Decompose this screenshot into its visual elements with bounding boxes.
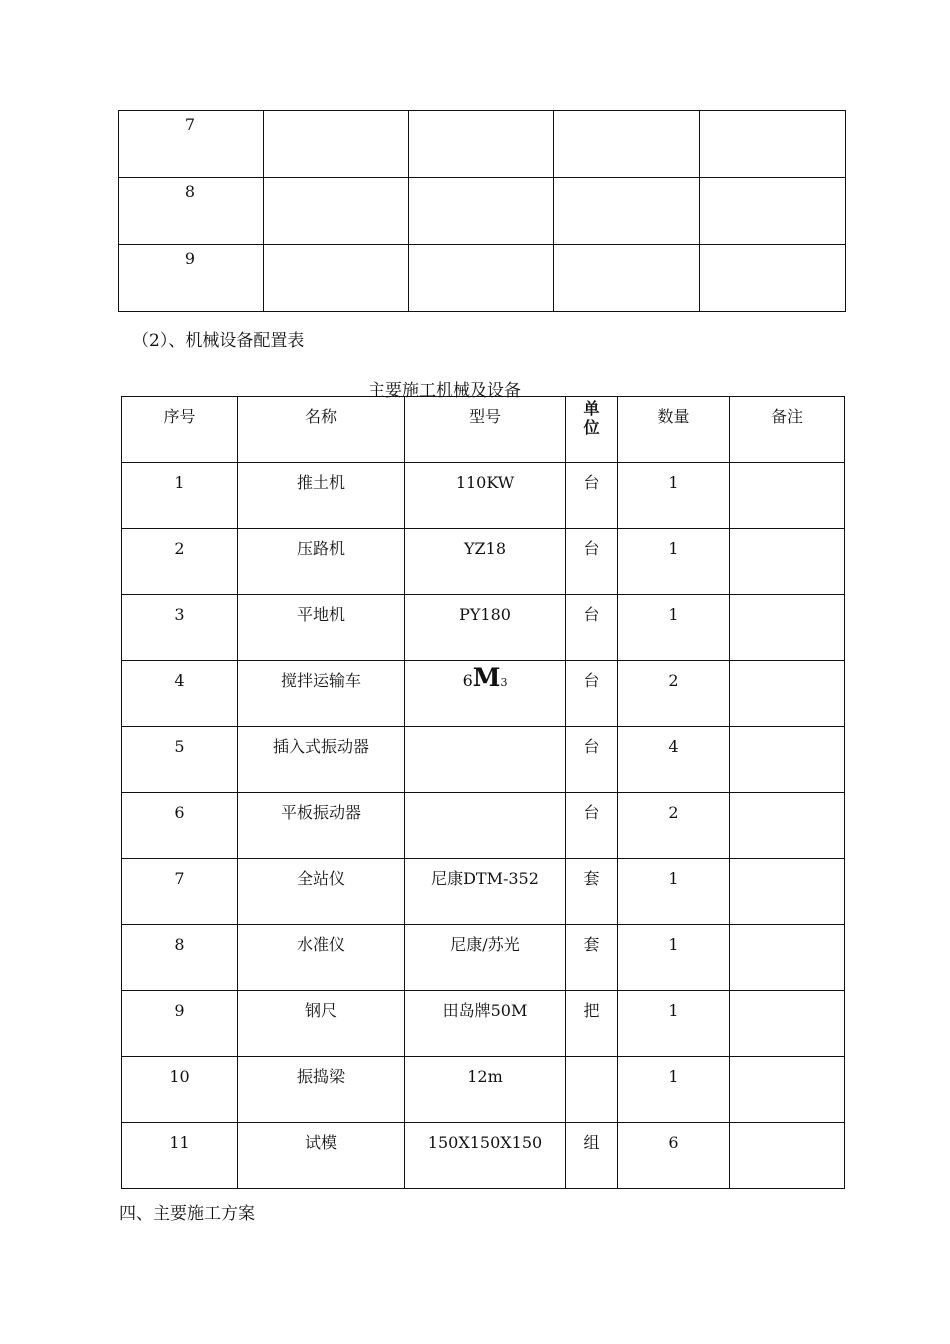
table-cell [238, 793, 405, 859]
table-cell [405, 1123, 566, 1189]
equipment-remark [730, 991, 844, 1001]
equipment-qty: 2 [668, 671, 679, 690]
equipment-name: 水准仪 [296, 935, 345, 954]
table-cell [618, 859, 730, 925]
table-cell [405, 991, 566, 1057]
table-cell [700, 245, 846, 312]
table-cell [119, 111, 264, 178]
table-cell [730, 661, 845, 727]
equipment-model: PY180 [459, 605, 511, 624]
table-cell [409, 245, 554, 312]
equipment-model: YZ18 [463, 539, 507, 558]
table-row [122, 1057, 845, 1123]
row-number: 9 [174, 1001, 185, 1020]
table-cell [618, 727, 730, 793]
row-number: 11 [169, 1133, 190, 1152]
table-cell [566, 1057, 618, 1123]
section-heading: 四、主要施工方案 [119, 1204, 255, 1224]
table-cell [554, 178, 700, 245]
equipment-name: 压路机 [296, 539, 345, 558]
table-cell [566, 1123, 618, 1189]
table-cell [566, 595, 618, 661]
table-cell [405, 661, 566, 727]
table-cell [119, 245, 264, 312]
row-number: 10 [169, 1067, 190, 1086]
table-cell [554, 245, 700, 312]
equipment-table [121, 396, 845, 1189]
row-number: 5 [174, 737, 185, 756]
table-cell [618, 1057, 730, 1123]
table-cell [122, 1057, 238, 1123]
table-cell [730, 1057, 845, 1123]
table-cell [566, 859, 618, 925]
equipment-unit: 台 [583, 605, 600, 624]
table-cell [122, 991, 238, 1057]
header-qty: 数量 [657, 407, 690, 426]
table-cell [554, 111, 700, 178]
header-cell [618, 397, 730, 463]
equipment-remark [730, 661, 844, 671]
equipment-remark [730, 463, 844, 473]
table-cell [238, 1123, 405, 1189]
equipment-qty: 1 [668, 935, 679, 954]
table-cell [566, 991, 618, 1057]
table-cell [119, 178, 264, 245]
table-cell [122, 595, 238, 661]
equipment-name: 试模 [304, 1133, 337, 1152]
header-cell [405, 397, 566, 463]
table-header-row [122, 397, 845, 463]
equipment-model [405, 661, 565, 693]
table-cell [122, 925, 238, 991]
table-cell [730, 463, 845, 529]
header-cell [566, 397, 618, 463]
equipment-name: 搅拌运输车 [280, 671, 361, 690]
row-number: 7 [184, 115, 196, 134]
equipment-qty: 1 [668, 1067, 679, 1086]
table-cell [618, 463, 730, 529]
header-remark: 备注 [770, 407, 803, 426]
table-cell [405, 925, 566, 991]
table-cell [618, 661, 730, 727]
table-row [122, 727, 845, 793]
model-part: 6 [462, 671, 473, 690]
table-row [122, 793, 845, 859]
table-cell [618, 529, 730, 595]
table-cell [618, 793, 730, 859]
table-cell [264, 245, 409, 312]
table-cell [405, 463, 566, 529]
table-row [122, 925, 845, 991]
equipment-model [405, 793, 565, 803]
table-cell [566, 661, 618, 727]
table-row [119, 111, 846, 178]
table-cell [566, 529, 618, 595]
previous-table [118, 110, 846, 312]
table-caption: 主要施工机械及设备 [368, 381, 521, 401]
equipment-name: 振捣梁 [296, 1067, 345, 1086]
row-number: 4 [174, 671, 185, 690]
equipment-unit: 台 [583, 473, 600, 492]
equipment-remark [730, 727, 844, 737]
model-part: 3 [500, 676, 508, 689]
equipment-name: 平板振动器 [280, 803, 361, 822]
equipment-unit: 台 [583, 539, 600, 558]
table-cell [122, 727, 238, 793]
table-cell [730, 529, 845, 595]
table-row [122, 529, 845, 595]
table-cell [405, 859, 566, 925]
row-number: 3 [174, 605, 185, 624]
equipment-unit: 套 [583, 869, 600, 888]
header-unit-line1: 单 [583, 399, 600, 418]
equipment-model: 尼康DTM-352 [431, 869, 539, 888]
table-cell [409, 111, 554, 178]
table-cell [264, 178, 409, 245]
equipment-model: 12m [467, 1067, 503, 1086]
header-name: 名称 [304, 407, 337, 426]
equipment-remark [730, 859, 844, 869]
table-cell [238, 859, 405, 925]
table-row [122, 463, 845, 529]
equipment-name: 插入式振动器 [272, 737, 369, 756]
table-cell [566, 793, 618, 859]
header-cell [122, 397, 238, 463]
table-cell [405, 529, 566, 595]
equipment-qty: 1 [668, 1001, 679, 1020]
equipment-unit [566, 1057, 617, 1067]
equipment-qty: 6 [668, 1133, 679, 1152]
equipment-model: 田岛牌50M [442, 1001, 528, 1020]
table-cell [700, 178, 846, 245]
table-cell [618, 925, 730, 991]
equipment-model [405, 727, 565, 737]
table-cell [238, 661, 405, 727]
table-cell [730, 727, 845, 793]
table-cell [122, 529, 238, 595]
table-row [122, 661, 845, 727]
table-cell [238, 463, 405, 529]
equipment-unit: 台 [583, 671, 600, 690]
table-cell [264, 111, 409, 178]
equipment-remark [730, 529, 844, 539]
equipment-unit: 把 [583, 1001, 600, 1020]
table-cell [238, 727, 405, 793]
table-cell [238, 991, 405, 1057]
table-cell [618, 595, 730, 661]
table-cell [405, 727, 566, 793]
table-cell [122, 793, 238, 859]
table-cell [238, 925, 405, 991]
header-cell [730, 397, 845, 463]
header-no: 序号 [163, 407, 196, 426]
table-row [122, 595, 845, 661]
equipment-qty: 1 [668, 473, 679, 492]
table-cell [618, 991, 730, 1057]
equipment-model: 150X150X150 [427, 1133, 543, 1152]
table-cell [566, 727, 618, 793]
equipment-qty: 4 [668, 737, 679, 756]
table-cell [700, 111, 846, 178]
equipment-remark [730, 1123, 844, 1133]
table-cell [730, 925, 845, 991]
table-cell [730, 595, 845, 661]
table-cell [730, 859, 845, 925]
header-cell [238, 397, 405, 463]
table-row [122, 1123, 845, 1189]
equipment-qty: 1 [668, 539, 679, 558]
table-row [119, 245, 846, 312]
equipment-remark [730, 793, 844, 803]
table-cell [730, 991, 845, 1057]
equipment-model: 尼康/苏光 [450, 935, 520, 954]
table-cell [238, 1057, 405, 1123]
table-cell [405, 595, 566, 661]
equipment-remark [730, 1057, 844, 1067]
row-number: 7 [174, 869, 185, 888]
equipment-name: 平地机 [296, 605, 345, 624]
row-number: 9 [184, 249, 196, 268]
table-cell [405, 793, 566, 859]
row-number: 8 [184, 182, 196, 201]
table-cell [730, 793, 845, 859]
equipment-model: 110KW [455, 473, 515, 492]
table-cell [122, 463, 238, 529]
header-model: 型号 [468, 407, 501, 426]
table-cell [409, 178, 554, 245]
table-row [119, 178, 846, 245]
model-part: M [472, 663, 501, 692]
equipment-remark [730, 595, 844, 605]
equipment-qty: 2 [668, 803, 679, 822]
table-cell [122, 859, 238, 925]
equipment-unit: 台 [583, 737, 600, 756]
equipment-name: 全站仪 [296, 869, 345, 888]
equipment-name: 钢尺 [304, 1001, 337, 1020]
table-cell [122, 1123, 238, 1189]
equipment-remark [730, 925, 844, 935]
table-cell [566, 463, 618, 529]
table-cell [730, 1123, 845, 1189]
equipment-qty: 1 [668, 605, 679, 624]
table-cell [618, 1123, 730, 1189]
table-row [122, 991, 845, 1057]
equipment-unit: 套 [583, 935, 600, 954]
equipment-qty: 1 [668, 869, 679, 888]
table-cell [238, 595, 405, 661]
row-number: 6 [174, 803, 185, 822]
table-cell [238, 529, 405, 595]
row-number: 1 [174, 473, 185, 492]
header-unit-line2: 位 [583, 418, 600, 438]
table-row [122, 859, 845, 925]
row-number: 2 [174, 539, 185, 558]
table-cell [405, 1057, 566, 1123]
equipment-name: 推土机 [296, 473, 345, 492]
row-number: 8 [174, 935, 185, 954]
section-label: （2）、机械设备配置表 [132, 331, 305, 351]
equipment-unit: 组 [583, 1133, 600, 1152]
equipment-unit: 台 [583, 803, 600, 822]
table-cell [566, 925, 618, 991]
table-cell [122, 661, 238, 727]
